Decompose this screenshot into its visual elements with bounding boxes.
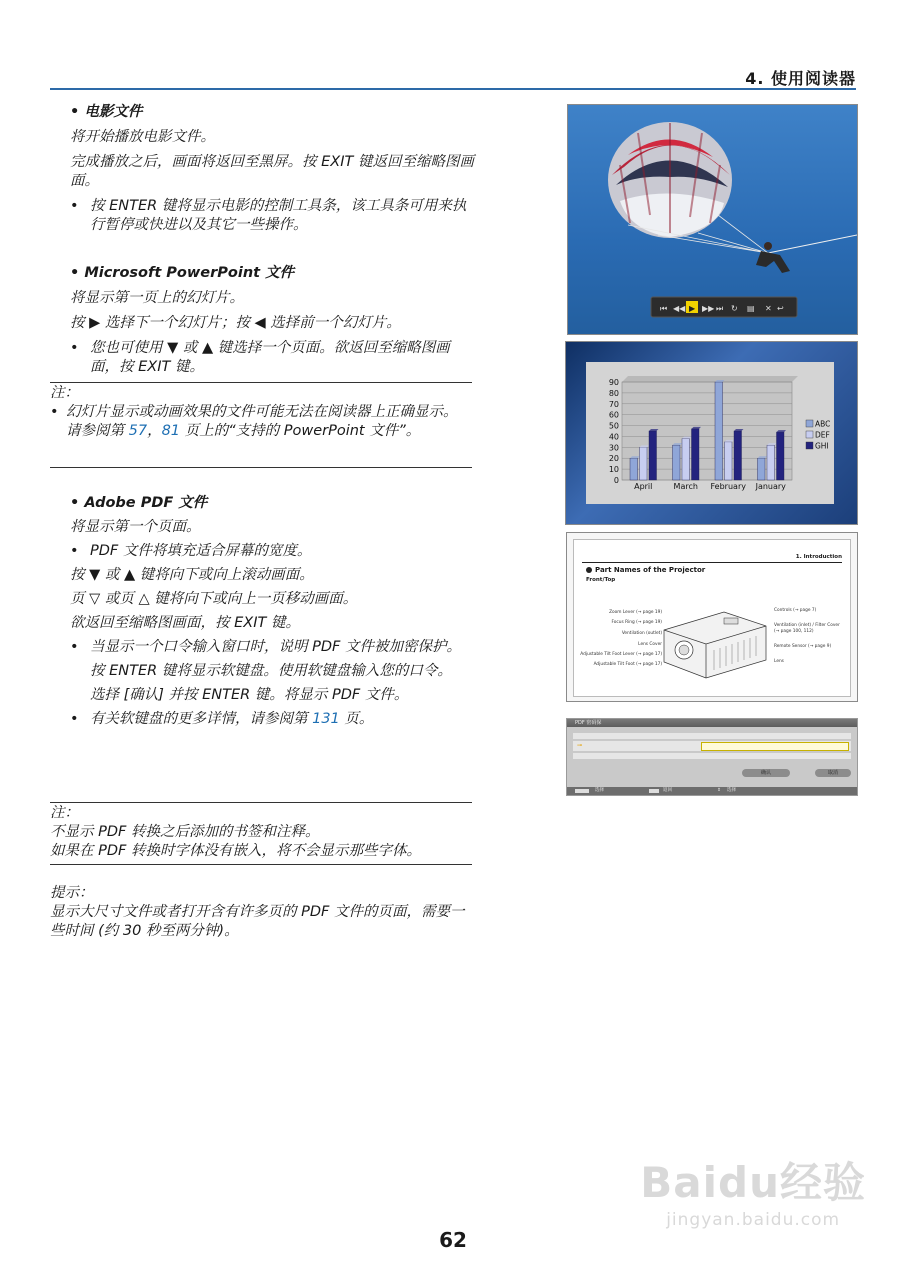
pdf-right-label: Ventilation (inlet) / Filter Cover (→ page 100, 112) [774,623,840,634]
pdf-page-image [566,532,858,702]
movie-section [50,103,474,235]
key-icon: ⊸ [577,742,583,749]
legend-label: ABC [815,419,831,429]
pdf-title-row [586,566,705,574]
watermark-url: jingyan.baidu.com [666,1210,841,1230]
pdf-bullet3-pre: 有关软键盘的更多详情，请参阅第 [90,711,313,727]
movie-bullet1: • 按 ENTER 键将显示电影的控制工具条，该工具条可用来执行暂停或快进以及其它一些操作。 [50,197,474,235]
pdf-left-label: Adjustable Tilt Foot (→ page 17) [593,662,662,668]
movie-frame-image [567,104,858,335]
note1-ref-sep: ， [147,423,162,439]
note1-ref-post: 页上的“支持的 PowerPoint 文件”。 [180,423,421,439]
y-tick-label: 10 [608,465,619,475]
tip-line1: 显示大尺寸文件或者打开含有许多页的 PDF 文件的页面，需要一些时间 (约 30 秒至两分钟)。 [50,904,465,939]
note2-line1: 不显示 PDF 转换之后添加的书签和注释。 [50,824,320,840]
note1-reference [50,422,474,441]
legend-swatch [806,442,813,449]
watermark-brand: Baidu经验 [640,1158,866,1207]
legend-swatch [806,420,813,427]
x-tick-label: January [755,482,786,491]
pdf-left-label: Lens Cover [638,641,662,647]
pdf-line3: 页 ▽ 或页 △ 键将向下或向上一页移动画面。 [70,591,358,607]
ppt-line1: 将显示第一页上的幻灯片。 [70,290,244,306]
legend-swatch [806,431,813,438]
x-tick-label: April [634,482,653,491]
footer-select-2: 选择 [727,788,736,793]
y-tick-label: 20 [608,454,619,464]
pdf-line2: 按 ▼ 或 ▲ 键将向下或向上滚动画面。 [70,567,314,583]
movie-line2: 完成播放之后，画面将返回至黑屏。按 EXIT 键返回至缩略图画面。 [70,154,474,189]
ppt-section [50,264,474,377]
note1-ref-pre: 请参阅第 [66,423,129,439]
y-tick-label: 90 [608,378,619,387]
pdf-bullet2: • 当显示一个口令输入窗口时，说明 PDF 文件被加密保护。 [50,638,474,657]
bar [715,382,723,480]
pdf-password-dialog [566,718,858,796]
pdf-right-label: Remote Sensor (→ page 9) [774,643,832,649]
play-icon: ▶ [689,304,696,313]
bar [682,439,690,480]
ppt-line2: 按 ▶ 选择下一个幻灯片；按 ◀ 选择前一个幻灯片。 [70,315,401,331]
y-tick-label: 0 [613,476,619,485]
pdf-sub1: 按 ENTER 键将显示软键盘。使用软键盘输入您的口令。 [90,663,452,679]
pdf-page [573,539,851,697]
fast-forward-icon: ▶▶ [702,304,715,313]
bar [725,442,733,480]
note1-bullet: • 幻灯片显示或动画效果的文件可能无法在阅读器上正确显示。 [50,403,474,422]
watermark [640,1150,866,1230]
bar [777,432,785,480]
page-link-81[interactable]: 81 [161,423,181,439]
return-key-icon [649,789,659,793]
page-link-57[interactable]: 57 [128,423,148,439]
close-icon: ✕ [765,304,772,313]
parasailer-icon [756,242,790,273]
bar [630,458,638,480]
y-tick-label: 60 [608,410,619,420]
x-tick-label: February [710,482,746,491]
bar [734,431,742,480]
x-tick-label: March [673,482,698,491]
plot-top-wall [622,376,798,382]
note2-bottom-rule [50,864,472,865]
bullet-circle-icon [586,567,592,573]
note2 [50,804,474,861]
note1 [50,384,474,441]
pdf-left-label: Adjustable Tilt Foot Lever (→ page 17) [580,652,662,658]
pdf-line4: 欲返回至缩略图画面，按 EXIT 键。 [70,615,300,631]
pdf-left-label: Focus Ring (→ page 19) [611,620,662,626]
pdf-title: Part Names of the Projector [595,566,706,574]
bar [758,458,766,480]
return-icon: ↩ [777,304,784,313]
pdf-left-label: Ventilation (outlet) [621,630,662,636]
ok-button[interactable]: 确认 [742,769,790,777]
dialog-footer [567,787,857,795]
pdf-section [50,494,474,729]
page-link-131[interactable]: 131 [312,711,340,727]
y-tick-label: 80 [608,388,619,398]
tip [50,884,474,941]
movie-control-toolbar [651,297,797,317]
note1-bottom-rule [50,467,472,468]
footer-return: 返回 [663,788,672,793]
select-key-icon [575,789,589,793]
rewind-icon: ◀◀ [673,304,686,313]
bar-chart [566,342,857,524]
page-number: 62 [439,1228,467,1252]
pdf-header-right: 1. Introduction [795,554,842,560]
dialog-row-2 [573,741,851,751]
legend-label: DEF [815,430,830,440]
note1-label: 注： [50,385,79,401]
repeat-icon: ↻ [731,304,738,313]
cancel-button[interactable]: 取消 [815,769,851,777]
parachute-illustration [568,105,857,334]
pdf-right-label: Lens [774,659,784,665]
pdf-right-labels [774,608,846,674]
y-tick-label: 70 [608,399,619,409]
dialog-row-3 [573,753,851,759]
dialog-titlebar: PDF 密码保 [567,719,857,727]
y-tick-label: 30 [608,443,619,453]
powerpoint-slide-image [565,341,858,525]
pdf-left-label: Zoom Lever (→ page 19) [609,610,662,615]
bar [640,447,648,480]
note2-label: 注： [50,805,79,821]
parachute-canopy-icon [608,122,732,238]
pdf-sub2: 选择 [确认] 并按 ENTER 键。将显示 PDF 文件。 [90,687,409,703]
info-icon: ▤ [747,304,755,313]
dialog-row-1 [573,733,851,739]
chapter-title: 4. 使用阅读器 [745,69,856,88]
bar [692,429,700,480]
header-rule [50,88,856,90]
pdf-bullet3 [50,710,474,729]
skip-back-icon: ⏮ [660,304,668,313]
pdf-subtitle: Front/Top [586,577,616,583]
pdf-left-labels [580,610,662,673]
tip-label: 提示： [50,885,94,901]
pdf-header-rule [582,562,842,563]
pdf-heading: • Adobe PDF 文件 [70,495,208,511]
bar [649,431,657,480]
bar [673,445,681,480]
skip-forward-icon: ⏭ [716,304,724,313]
pdf-right-label: Controls (→ page 7) [774,608,817,613]
legend-label: GHI [815,441,829,451]
password-input[interactable] [701,742,849,751]
ppt-heading: • Microsoft PowerPoint 文件 [70,265,295,281]
pdf-line1: 将显示第一个页面。 [70,519,201,535]
bar [767,445,775,480]
footer-select: 选择 [595,788,604,793]
movie-heading: • 电影文件 [70,104,143,120]
y-tick-label: 50 [608,421,619,431]
arrow-key-icon: ⇕ [717,788,721,793]
y-tick-label: 40 [608,432,619,442]
plot-area [622,382,792,480]
note2-line2: 如果在 PDF 转换时字体没有嵌入，将不会显示那些字体。 [50,843,421,859]
pdf-bullet1: • PDF 文件将填充适合屏幕的宽度。 [50,542,474,561]
projector-drawing-icon [654,600,774,680]
ppt-bullet1: • 您也可使用 ▼ 或 ▲ 键选择一个页面。欲返回至缩略图画面，按 EXIT 键。 [50,339,474,377]
pdf-bullet3-post: 页。 [339,711,374,727]
movie-line1: 将开始播放电影文件。 [70,129,215,145]
note1-top-rule [50,382,472,383]
note2-top-rule [50,802,472,803]
